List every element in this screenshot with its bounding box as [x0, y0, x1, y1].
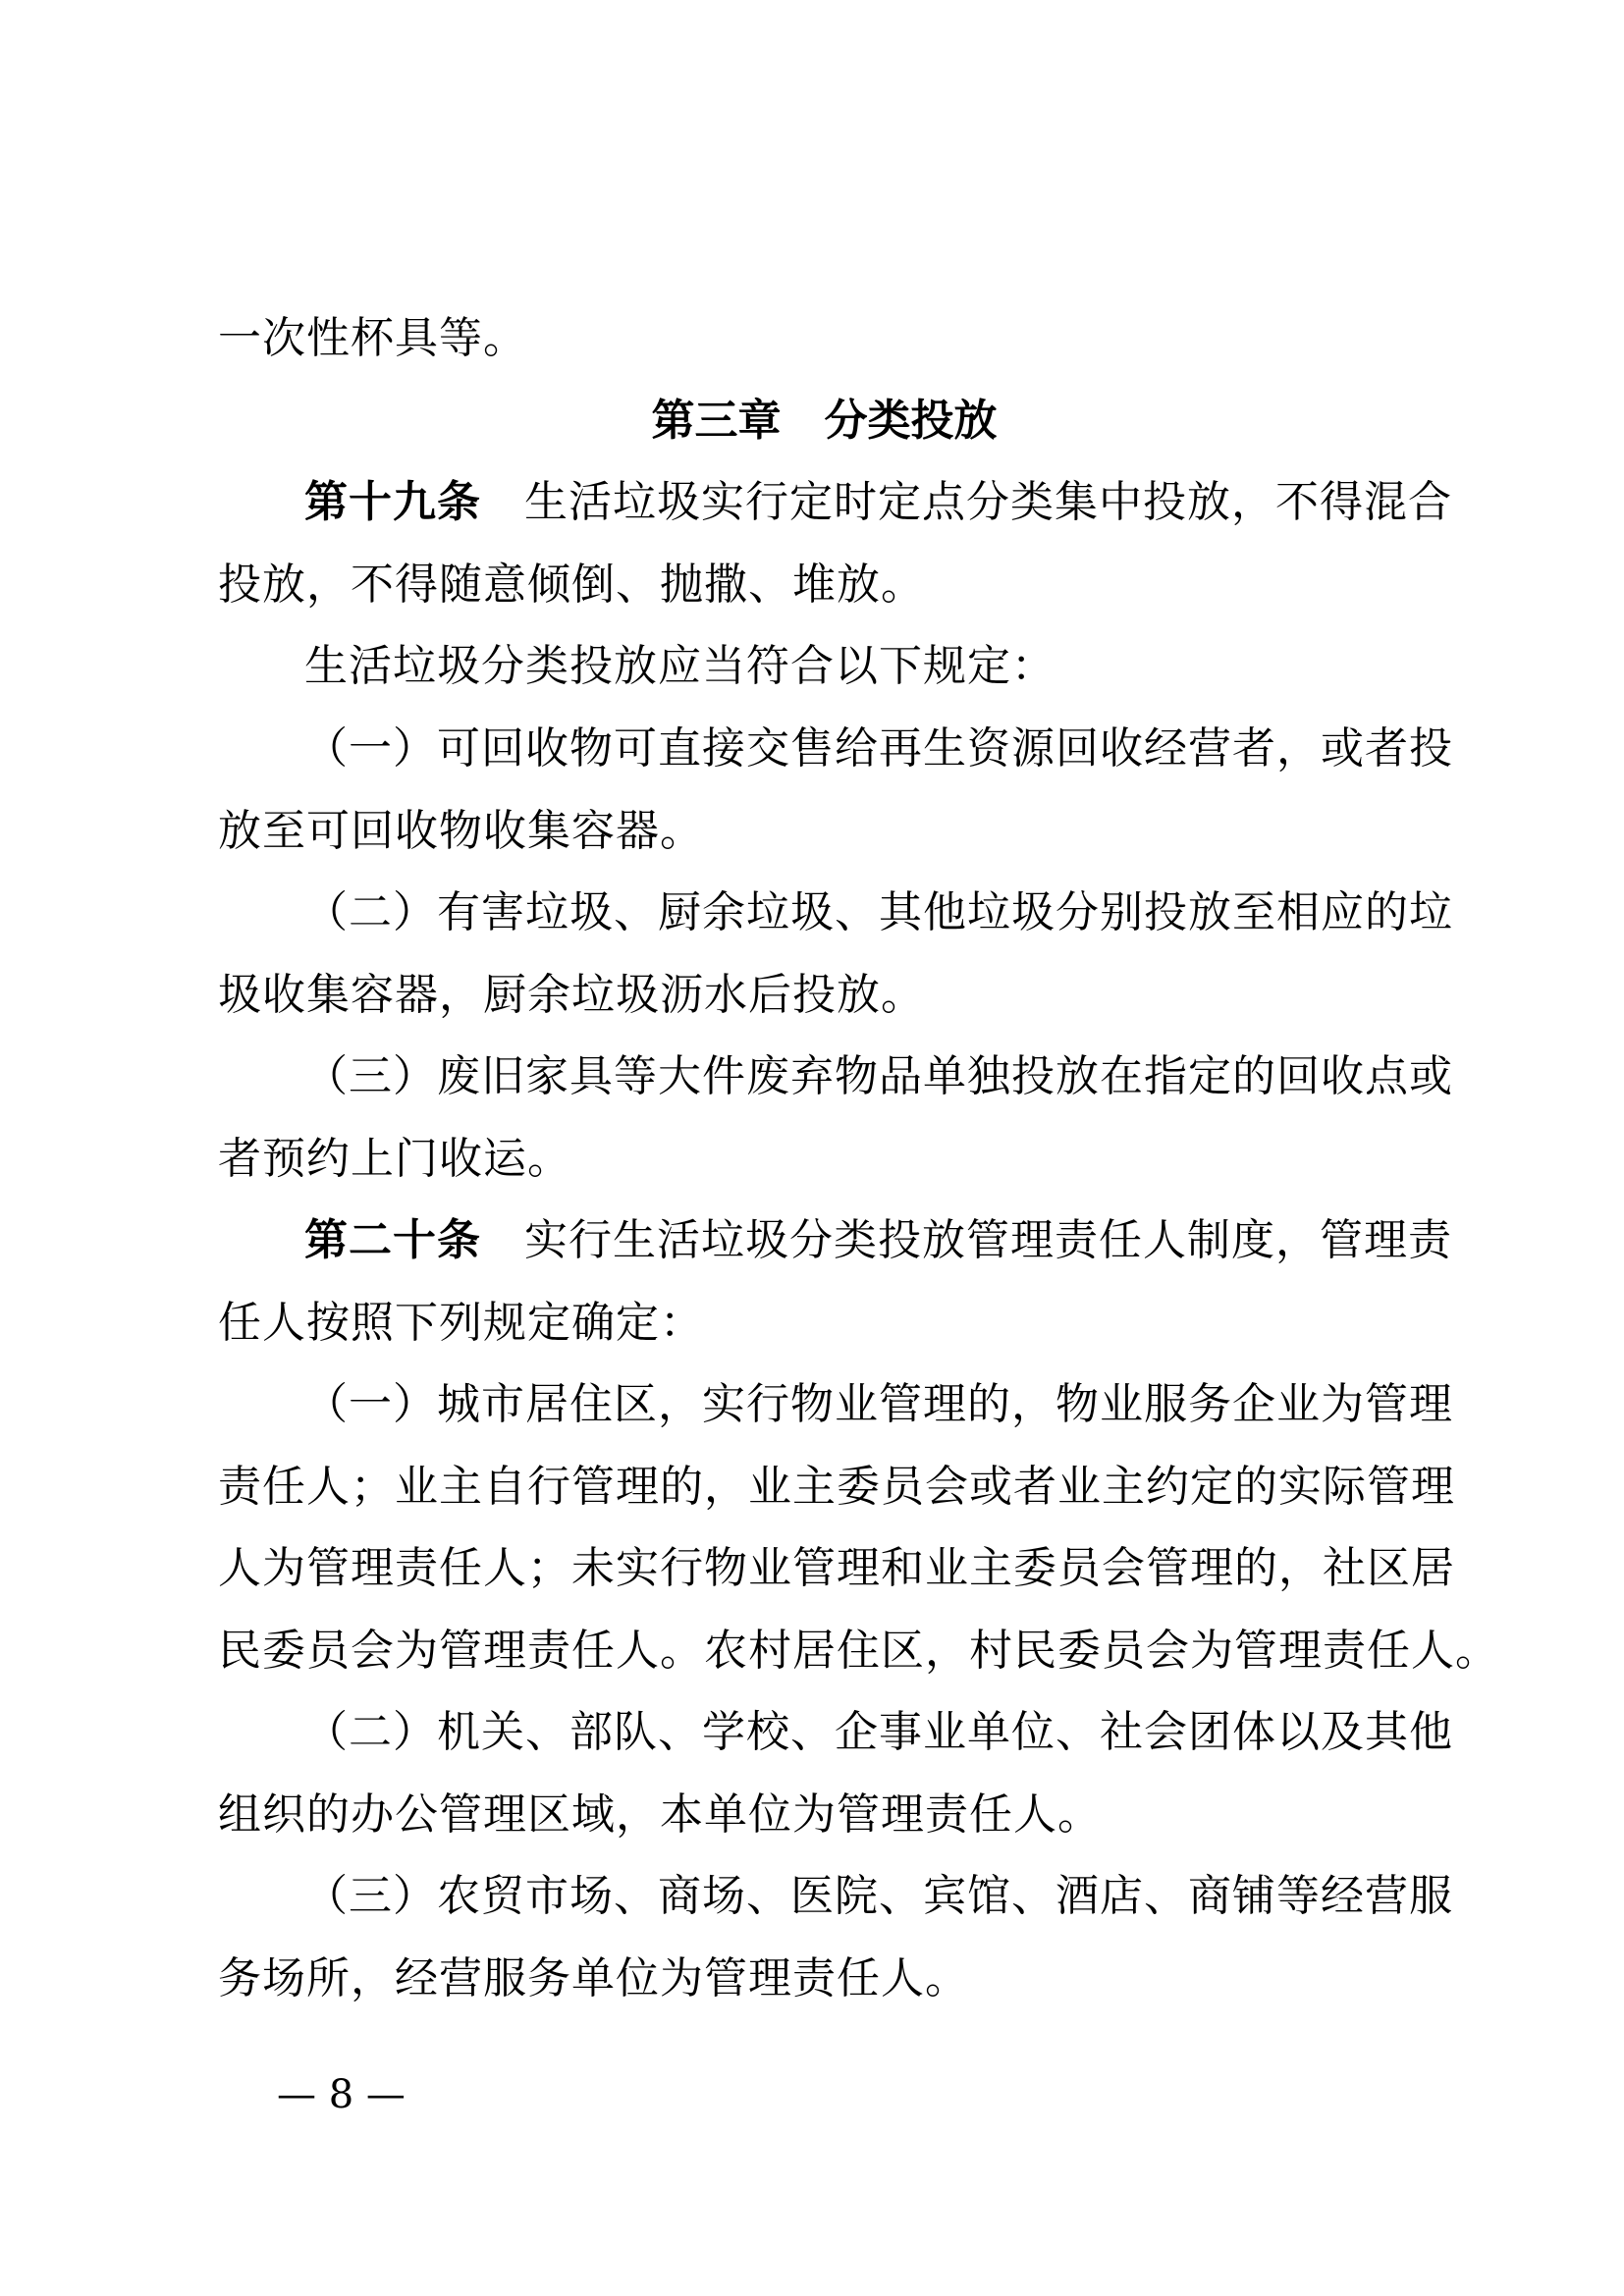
article-19-title: 第十九条 — [304, 477, 481, 527]
article-20-item1-line2: 责任人；业主自行管理的，业主委员会或者业主约定的实际管理 — [218, 1462, 1455, 1512]
article-19-line2: 投放，不得随意倾倒、抛撒、堆放。 — [218, 560, 925, 610]
article-20-item1-line4: 民委员会为管理责任人。农村居住区，村民委员会为管理责任人。 — [218, 1626, 1499, 1676]
article-19-first-line — [304, 461, 1452, 544]
article-19-intro: 生活垃圾分类投放应当符合以下规定： — [304, 641, 1056, 691]
page-number: — 8 — — [277, 2072, 406, 2117]
article-20-item2-line2: 组织的办公管理区域，本单位为管理责任人。 — [218, 1789, 1102, 1840]
article-19-item3-line2: 者预约上门收运。 — [218, 1134, 571, 1184]
article-20-item2-line1: （二）机关、部队、学校、企事业单位、社会团体以及其他 — [304, 1707, 1453, 1757]
article-20-item1-line3: 人为管理责任人；未实行物业管理和业主委员会管理的，社区居 — [218, 1543, 1455, 1593]
article-19-item2-line2: 圾收集容器，厨余垃圾沥水后投放。 — [218, 970, 925, 1020]
article-20-first-line — [304, 1200, 1452, 1282]
article-19-item1-line2: 放至可回收物收集容器。 — [218, 806, 704, 856]
article-19-line1: 生活垃圾实行定时定点分类集中投放，不得混合 — [524, 477, 1452, 527]
article-20-item3-line2: 务场所，经营服务单位为管理责任人。 — [218, 1953, 969, 2003]
article-20-item3-line1: （三）农贸市场、商场、医院、宾馆、酒店、商铺等经营服 — [304, 1871, 1453, 1921]
article-19-item2-line1: （二）有害垃圾、厨余垃圾、其他垃圾分别投放至相应的垃 — [304, 887, 1453, 937]
chapter-heading: 第三章 分类投放 — [651, 396, 998, 446]
article-19-item3-line1: （三）废旧家具等大件废弃物品单独投放在指定的回收点或 — [304, 1051, 1453, 1101]
article-20-line2: 任人按照下列规定确定： — [218, 1298, 704, 1348]
article-20-title: 第二十条 — [304, 1215, 481, 1265]
article-20-item1-line1: （一）城市居住区，实行物业管理的，物业服务企业为管理 — [304, 1379, 1453, 1429]
continuation-line: 一次性杯具等。 — [218, 313, 527, 363]
article-20-line1: 实行生活垃圾分类投放管理责任人制度，管理责 — [524, 1215, 1452, 1265]
article-19-item1-line1: （一）可回收物可直接交售给再生资源回收经营者，或者投 — [304, 723, 1453, 774]
